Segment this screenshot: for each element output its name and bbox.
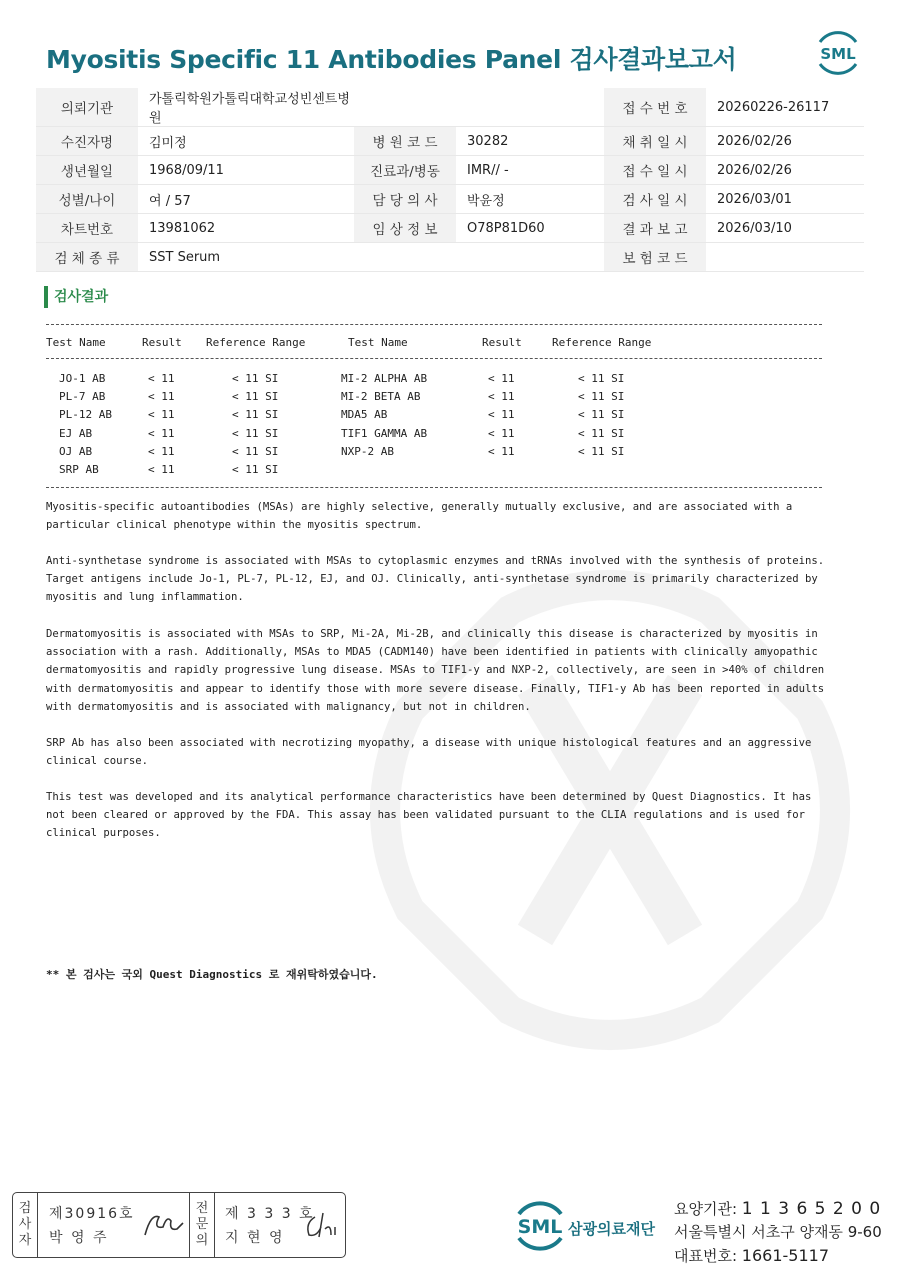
info-value: IMR// -	[456, 156, 604, 185]
interpretation-paragraph: Dermatomyositis is associated with MSAs to SRP, Mi-2A, Mi-2B, and clinically this disease is characterized by myositis in association with a rash. Additionally, MSAs to MDA5 (CADM140) have been identified in patients with clinically amyopathic dermatomyositis and rapidly progressive lung disease. MSAs to TIF1-y and NXP-2, collectively, are seen in >40% of children with dermatomyositis and appear to identify those with more severe disease. Finally, TIF1-y Ab has been reported in adults with dermatomyositis and is associated with malignancy, but not in children.	[46, 628, 825, 713]
sml-logo-icon	[812, 28, 864, 78]
result-range: < 11 SI	[232, 372, 279, 385]
result-result: < 11	[148, 463, 175, 476]
result-result: < 11	[148, 444, 175, 458]
tester-name: 박 영 주	[49, 1230, 109, 1246]
result-range: < 11 SI	[232, 426, 279, 440]
info-value: O78P81D60	[456, 214, 604, 243]
report-title: Myositis Specific 11 Antibodies Panel 검사결과보고서	[46, 45, 737, 74]
result-name: NXP-2 AB	[341, 444, 394, 458]
info-row	[36, 156, 864, 185]
info-label: 의뢰기관	[36, 88, 138, 127]
info-label: 진료과/병동	[354, 156, 456, 185]
column-header: Test Name	[348, 336, 408, 349]
specialist-name: 지 현 영	[225, 1230, 285, 1246]
result-result: < 11	[488, 390, 515, 404]
info-label: 보 험 코 드	[604, 243, 706, 272]
info-value: 박윤정	[456, 185, 604, 214]
result-range: < 11 SI	[232, 444, 279, 458]
result-name: SRP AB	[59, 463, 99, 476]
info-label: 검 사 일 시	[604, 185, 706, 214]
org-address: 서울특별시 서초구 양재동 9-60	[674, 1223, 882, 1241]
tester-label: 검 사 자	[13, 1193, 38, 1257]
result-name: PL-7 AB	[59, 390, 106, 404]
info-value: 1968/09/11	[138, 156, 354, 185]
result-name: MI-2 BETA AB	[341, 390, 421, 404]
info-value	[456, 243, 604, 272]
result-name: EJ AB	[59, 426, 93, 440]
info-value: 2026/02/26	[706, 156, 864, 185]
sml-footer-logo-icon	[510, 1198, 570, 1254]
interpretation-paragraph: This test was developed and its analytical performance characteristics have been determined by Quest Diagnostics. It has not been cleared or approved by the FDA. This assay has been validated pursuant to the CLIA regulations and is used for clinical purposes.	[46, 791, 812, 840]
info-row	[36, 88, 864, 127]
info-value: 13981062	[138, 214, 354, 243]
result-result: < 11	[148, 390, 175, 404]
column-header: Result	[142, 336, 182, 349]
tester-signature-icon	[141, 1207, 185, 1241]
info-value	[456, 88, 604, 127]
info-label: 접 수 번 호	[604, 88, 706, 127]
result-range: < 11 SI	[578, 426, 625, 440]
column-header: Test Name	[46, 336, 106, 349]
info-label: 수진자명	[36, 127, 138, 156]
info-label: 접 수 일 시	[604, 156, 706, 185]
phone-number: 1661-5117	[741, 1246, 830, 1265]
result-name: MDA5 AB	[341, 408, 388, 422]
outsourcing-note: ** 본 검사는 국외 Quest Diagnostics 로 재위탁하였습니다.	[46, 968, 378, 981]
result-result: < 11	[148, 408, 175, 422]
info-value: 김미정	[138, 127, 354, 156]
info-label: 병 원 코 드	[354, 127, 456, 156]
divider	[46, 487, 822, 488]
info-value: 여 / 57	[138, 185, 354, 214]
info-value: 2026/03/10	[706, 214, 864, 243]
section-title: 검사결과	[44, 286, 108, 308]
info-label: 결 과 보 고	[604, 214, 706, 243]
info-value: 2026/02/26	[706, 127, 864, 156]
info-row	[36, 243, 864, 272]
interpretation-paragraph: SRP Ab has also been associated with necrotizing myopathy, a disease with unique histological features and an aggressive clinical course.	[46, 737, 812, 768]
info-label: 임 상 정 보	[354, 214, 456, 243]
specialist-signature-icon	[301, 1209, 343, 1241]
signature-box	[12, 1192, 346, 1258]
column-header: Reference Range	[552, 336, 652, 349]
info-label: 차트번호	[36, 214, 138, 243]
divider	[46, 358, 822, 359]
info-value: 30282	[456, 127, 604, 156]
result-result: < 11	[148, 426, 175, 440]
result-name: OJ AB	[59, 444, 93, 458]
result-range: < 11 SI	[232, 390, 279, 404]
result-result: < 11	[488, 426, 515, 440]
info-value: 2026/03/01	[706, 185, 864, 214]
result-range: < 11 SI	[232, 408, 279, 422]
info-row	[36, 127, 864, 156]
result-range: < 11 SI	[578, 372, 625, 385]
info-label	[354, 88, 456, 127]
tester-number: 제30916호	[49, 1206, 135, 1222]
info-row	[36, 214, 864, 243]
info-label: 검 체 종 류	[36, 243, 138, 272]
result-range: < 11 SI	[578, 444, 625, 458]
column-header: Result	[482, 336, 522, 349]
result-name: MI-2 ALPHA AB	[341, 372, 428, 385]
result-result: < 11	[488, 444, 515, 458]
institution-number: 1 1 3 6 5 2 0 0	[741, 1199, 882, 1219]
info-label: 생년월일	[36, 156, 138, 185]
patient-info-table	[36, 88, 864, 272]
org-name: 삼광의료재단	[568, 1220, 655, 1238]
result-result: < 11	[148, 372, 175, 385]
interpretation-paragraph: Anti-synthetase syndrome is associated with MSAs to cytoplasmic enzymes and tRNAs involved with the synthesis of proteins. Target antigens include Jo-1, PL-7, PL-12, EJ, and OJ. Clinically, anti-synthetase syndrome is primarily characterized by myositis and lung inflammation.	[46, 555, 825, 604]
result-range: < 11 SI	[578, 408, 625, 422]
info-value: SST Serum	[138, 243, 354, 272]
result-name: PL-12 AB	[59, 408, 112, 422]
result-result: < 11	[488, 372, 515, 385]
svg-text:SML: SML	[517, 1216, 563, 1238]
info-value: 20260226-26117	[706, 88, 864, 127]
info-value	[706, 243, 864, 272]
result-name: TIF1 GAMMA AB	[341, 426, 428, 440]
logo-text: SML	[820, 45, 856, 63]
result-range: < 11 SI	[232, 463, 279, 476]
info-label: 채 취 일 시	[604, 127, 706, 156]
column-header: Reference Range	[206, 336, 306, 349]
result-range: < 11 SI	[578, 390, 625, 404]
divider	[46, 324, 822, 325]
info-value: 가톨릭학원가톨릭대학교성빈센트병원	[138, 88, 354, 127]
specialist-number: 제 3 3 3 호	[225, 1206, 315, 1222]
result-result: < 11	[488, 408, 515, 422]
org-logo	[510, 1198, 655, 1258]
info-label: 성별/나이	[36, 185, 138, 214]
specialist-label: 전 문 의	[189, 1193, 215, 1257]
interpretation-paragraph: Myositis-specific autoantibodies (MSAs) are highly selective, generally mutually exclusive, and are associated with a particular clinical phenotype within the myositis spectrum.	[46, 501, 793, 532]
info-row	[36, 185, 864, 214]
info-label	[354, 243, 456, 272]
result-name: JO-1 AB	[59, 372, 106, 385]
org-info: 요양기관: 1 1 3 6 5 2 0 0 서울특별시 서초구 양재동 9-60 대표번호: 1661-5117	[674, 1199, 882, 1265]
info-label: 담 당 의 사	[354, 185, 456, 214]
